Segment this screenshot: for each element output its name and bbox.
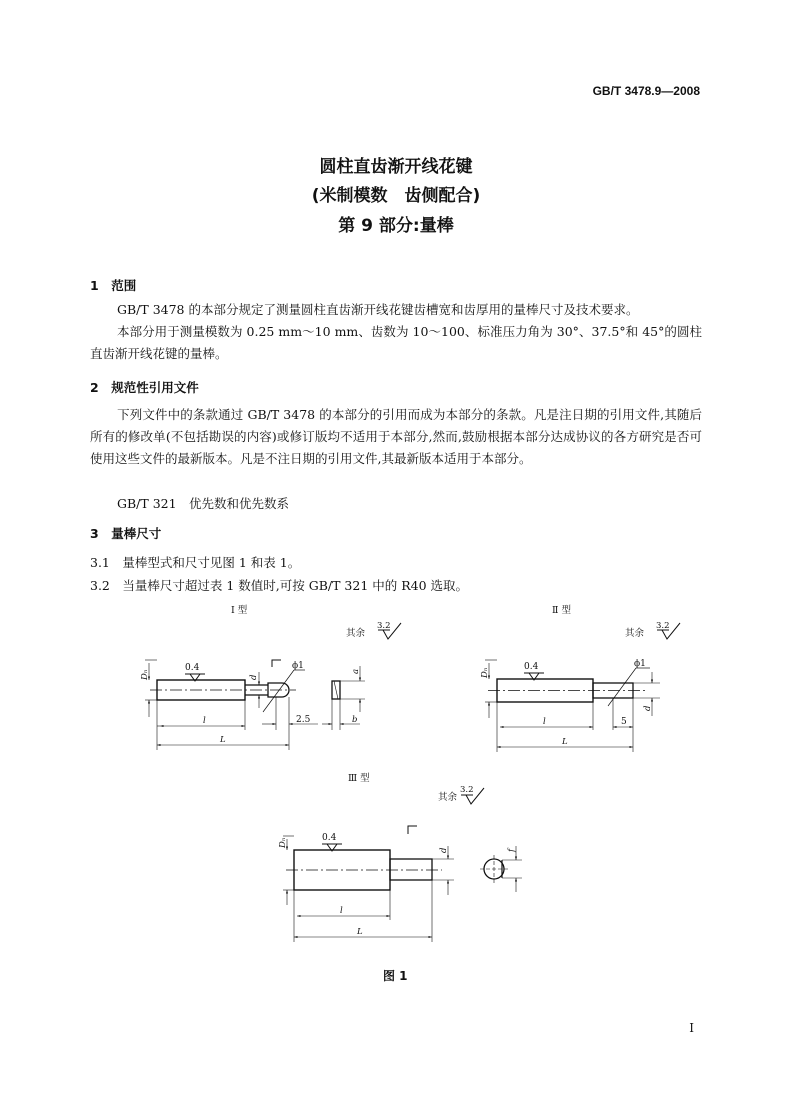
type-1-dim-D: Dₙ: [140, 669, 150, 680]
section-2-reference: [90, 493, 702, 515]
type-3-label: Ⅲ 型: [348, 773, 370, 784]
type-3-rest-roughness-value: 3.2: [460, 785, 474, 795]
title-line-3: 第 9 部分:量棒: [338, 216, 454, 236]
section-2-para-1: [90, 404, 702, 470]
type-2-rest-label: 其余: [625, 628, 645, 639]
type-2-label: Ⅱ 型: [552, 605, 571, 616]
section-1-para-2-text: 本部分用于测量模数为 0.25 mm～10 mm、齿数为 10～100、标准压力角为 30°、37.5°和 45°的圆柱直齿渐开线花键的量棒。: [90, 324, 702, 361]
title-line-1: 圆柱直齿渐开线花键: [319, 157, 473, 177]
type-3-roughness-value: 0.4: [322, 833, 337, 843]
type-2-roughness-value: 0.4: [524, 662, 539, 672]
type-1-dim-l: l: [203, 716, 206, 726]
type-1-rest-label: 其余: [346, 628, 366, 639]
type-3-dim-d: d: [439, 847, 449, 853]
type-1-dim-phi: ϕ1: [292, 661, 304, 671]
type-1-dim-a: a: [351, 668, 361, 674]
type-2-dim-D: Dₙ: [480, 667, 490, 678]
type-1-dim-2-5: 2.5: [296, 715, 311, 725]
type-3-dim-D: Dₙ: [278, 837, 288, 848]
type-2-diagram: [485, 623, 680, 752]
section-1-heading: 1 范围: [90, 278, 137, 293]
type-1-rest-roughness-value: 3.2: [377, 621, 391, 631]
type-3-dim-L: L: [357, 927, 363, 937]
section-2-heading: 2 规范性引用文件: [90, 380, 199, 395]
type-3-pin: [390, 859, 432, 880]
type-2-dim-l: l: [543, 717, 546, 727]
type-1-dim-L: L: [220, 735, 226, 745]
type-3-rest-label: 其余: [438, 792, 458, 803]
type-1-diagram: [145, 623, 401, 750]
type-2-dim-L: L: [562, 737, 568, 747]
type-1-dim-b: b: [352, 715, 358, 725]
section-3-heading: 3 量棒尺寸: [90, 526, 162, 541]
type-3-diagram: [283, 788, 522, 942]
section-1-para-1-text: GB/T 3478 的本部分规定了测量圆柱直齿渐开线花键齿槽宽和齿厚用的量棒尺寸及技术要求。: [117, 302, 639, 317]
standard-number: GB/T 3478.9—2008: [592, 84, 700, 98]
title-line-2: (米制模数 齿侧配合): [311, 186, 481, 206]
section-2-reference-text: GB/T 321 优先数和优先数系: [117, 496, 290, 511]
section-1-para-1: [90, 299, 702, 321]
type-2-dim-5: 5: [621, 717, 627, 727]
type-1-roughness-value: 0.4: [185, 663, 200, 673]
type-1-dim-d: d: [249, 674, 259, 680]
section-2-para-1-text: 下列文件中的条款通过 GB/T 3478 的本部分的引用而成为本部分的条款。凡是注日期的引用文件,其随后所有的修改单(不包括勘误的内容)或修订版均不适用于本部分,然而,鼓励根据本部分达成协议的各方研究是否可使用这些文件的最新版本。凡是不注日期的引用文件,其最新版本适用于本部分。: [90, 407, 702, 466]
type-1-label: Ⅰ 型: [231, 605, 248, 616]
type-3-dim-l: l: [340, 906, 343, 916]
type-2-dim-d: d: [643, 705, 653, 711]
section-1-para-2: [90, 321, 702, 365]
section-3-item-2: 3.2 当量棒尺寸超过表 1 数值时,可按 GB/T 321 中的 R40 选取。: [90, 578, 469, 593]
figure-1-drawing: [0, 595, 792, 995]
type-2-dim-phi: ϕ1: [634, 659, 646, 669]
page-number: I: [689, 1021, 694, 1035]
type-2-rest-roughness-value: 3.2: [656, 621, 670, 631]
section-3-item-1: 3.1 量棒型式和尺寸见图 1 和表 1。: [90, 555, 301, 570]
figure-caption: 图 1: [383, 969, 408, 983]
type-3-dim-f: f: [507, 848, 517, 852]
